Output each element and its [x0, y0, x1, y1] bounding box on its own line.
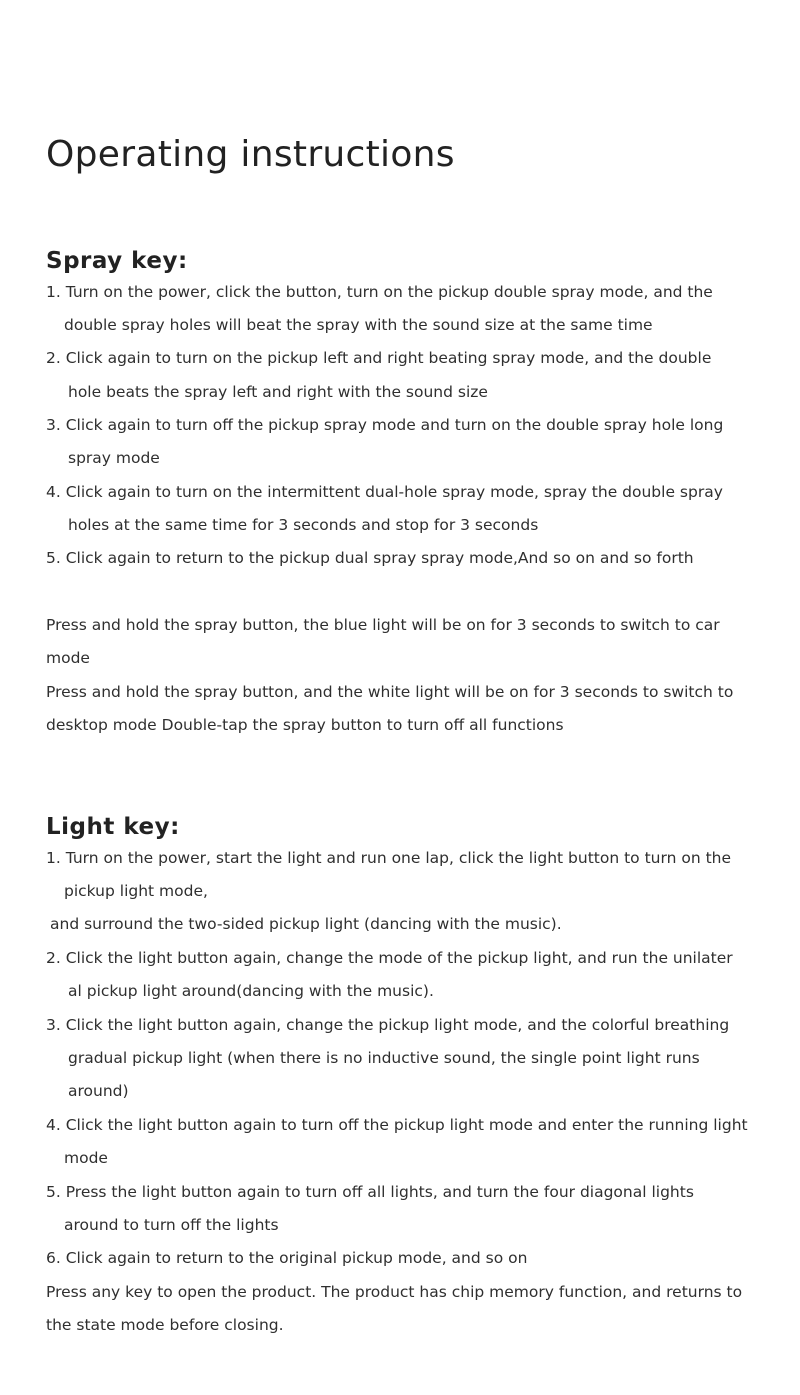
- light-step-3-cont: gradual pickup light (when there is no inductive sound, the single point light runs: [68, 1049, 700, 1067]
- light-memory-note-cont: the state mode before closing.: [46, 1316, 284, 1334]
- spray-step-3-cont: spray mode: [68, 449, 160, 467]
- spray-step-4: 4. Click again to turn on the intermittent dual-hole spray mode, spray the double spray: [46, 483, 723, 501]
- light-step-4: 4. Click the light button again to turn off the pickup light mode and enter the running light: [46, 1116, 748, 1134]
- light-step-5: 5. Press the light button again to turn off all lights, and turn the four diagonal lights: [46, 1183, 694, 1201]
- spray-note-1: Press and hold the spray button, the blue light will be on for 3 seconds to switch to car: [46, 616, 720, 634]
- spray-note-2-cont: desktop mode Double-tap the spray button to turn off all functions: [46, 716, 564, 734]
- spray-step-2-cont: hole beats the spray left and right with the sound size: [68, 383, 488, 401]
- light-key-heading: Light key:: [46, 814, 180, 840]
- spray-step-3: 3. Click again to turn off the pickup spray mode and turn on the double spray hole long: [46, 416, 724, 434]
- light-step-1-cont: pickup light mode,: [64, 882, 208, 900]
- light-step-4-cont: mode: [64, 1149, 108, 1167]
- page-title: Operating instructions: [46, 134, 455, 175]
- light-step-6: 6. Click again to return to the original pickup mode, and so on: [46, 1249, 528, 1267]
- spray-step-4-cont: holes at the same time for 3 seconds and stop for 3 seconds: [68, 516, 539, 534]
- light-step-1: 1. Turn on the power, start the light and run one lap, click the light button to turn on the: [46, 849, 732, 867]
- light-step-2-cont: al pickup light around(dancing with the music).: [68, 982, 434, 1000]
- spray-step-2: 2. Click again to turn on the pickup left and right beating spray mode, and the double: [46, 349, 712, 367]
- spray-step-1-cont: double spray holes will beat the spray with the sound size at the same time: [64, 316, 653, 334]
- light-step-1-cont2: and surround the two-sided pickup light (dancing with the music).: [50, 915, 562, 933]
- spray-step-1: 1. Turn on the power, click the button, turn on the pickup double spray mode, and the: [46, 283, 713, 301]
- spray-step-5: 5. Click again to return to the pickup dual spray spray mode,And so on and so forth: [46, 549, 694, 567]
- spray-note-2: Press and hold the spray button, and the white light will be on for 3 seconds to switch to: [46, 683, 734, 701]
- spray-note-1-cont: mode: [46, 649, 90, 667]
- light-step-2: 2. Click the light button again, change the mode of the pickup light, and run the unilater: [46, 949, 733, 967]
- light-step-3: 3. Click the light button again, change the pickup light mode, and the colorful breathing: [46, 1016, 730, 1034]
- light-step-3-cont2: around): [68, 1082, 129, 1100]
- spray-key-heading: Spray key:: [46, 248, 188, 274]
- light-step-5-cont: around to turn off the lights: [64, 1216, 279, 1234]
- light-memory-note: Press any key to open the product. The product has chip memory function, and returns to: [46, 1283, 743, 1301]
